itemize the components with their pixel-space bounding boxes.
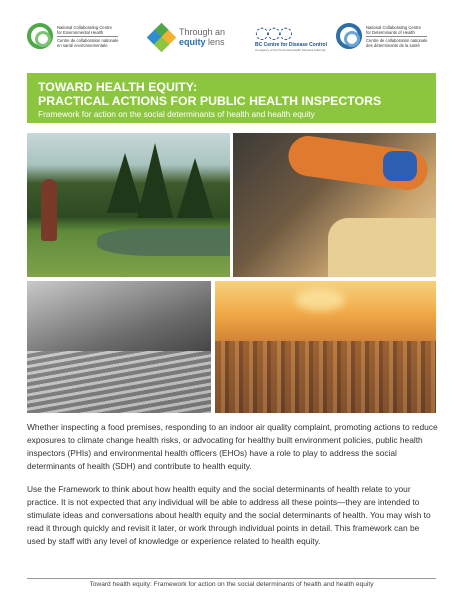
- equity-lens-word-lens: lens: [205, 37, 225, 47]
- footer-divider: [27, 578, 436, 579]
- bccdc-logo: [255, 23, 327, 52]
- bccdc-name: BC Centre for Disease Control: [255, 42, 327, 48]
- equity-lens-text: [179, 27, 225, 47]
- ncceh-name-en-1: National Collaborating Centre: [57, 24, 112, 30]
- title-line-2: PRACTICAL ACTIONS FOR PUBLIC HEALTH INSPECTORS: [38, 94, 382, 108]
- page-footer: Toward health equity: Framework for action on the social determinants of health and health equity: [89, 581, 374, 588]
- logo-bar: [0, 20, 463, 60]
- nccdh-name-en-1: National Collaborating Centre: [366, 24, 421, 30]
- nccdh-name-en-2: for Determinants of Health: [366, 29, 415, 35]
- through-an-equity-lens-icon: [148, 24, 174, 50]
- ncceh-name-en-2: for Environmental Health: [57, 29, 104, 35]
- ncceh-name-fr-2: en santé environnementale: [57, 42, 108, 48]
- page-subtitle: Framework for action on the social determinants of health and health equity: [38, 109, 315, 119]
- nccdh-logo: [336, 23, 427, 49]
- framework-paragraph: Use the Framework to think about how health equity and the social determinants of health relate to your practice. It is not expected that any individual will be able to address all these points—they are intended to stimulate ideas and conversations about health equity and the social determinants of health. You may wish to read it through quickly and revisit it later, or work through individual points in detail. This framework can be used by staff with any level of knowledge or experience related to health equity.: [27, 484, 431, 546]
- equity-lens-word-equity: equity: [179, 37, 206, 47]
- title-banner: [27, 73, 436, 123]
- ncceh-logo: [27, 23, 118, 49]
- photo-food-preparation: [233, 133, 436, 277]
- nccdh-name-fr-2: des déterminants de la santé: [366, 42, 420, 48]
- intro-paragraph: Whether inspecting a food premises, responding to an indoor air quality complaint, promoting actions to reduce exposures to climate change health risks, or advocating for healthy built environment policies, public health inspectors (PHIs) and environmental health officers (EHOs) have a role to play to address the social determinants of health (SDH) and contribute to health equity.: [27, 422, 438, 471]
- photo-city-sunset: [215, 281, 436, 413]
- page-title: [38, 80, 381, 108]
- photo-crowd-stairs: [27, 281, 211, 413]
- nccdh-name-fr-1: Centre de collaboration nationale: [366, 37, 428, 43]
- equity-lens-line1: Through an: [179, 27, 226, 37]
- nccdh-logo-text: [366, 25, 427, 48]
- bccdc-icon: ◌◌◌: [255, 23, 291, 42]
- bccdc-subtitle: An agency of the Provincial Health Services Authority: [255, 48, 326, 52]
- ncceh-logo-text: [57, 25, 118, 48]
- nccdh-ring-icon: [336, 23, 362, 49]
- title-line-1: TOWARD HEALTH EQUITY:: [38, 80, 198, 94]
- ncceh-ring-icon: [27, 23, 53, 49]
- ncceh-name-fr-1: Centre de collaboration nationale: [57, 37, 119, 43]
- photo-pond-landscape: [27, 133, 230, 277]
- equity-lens-logo: [148, 24, 225, 50]
